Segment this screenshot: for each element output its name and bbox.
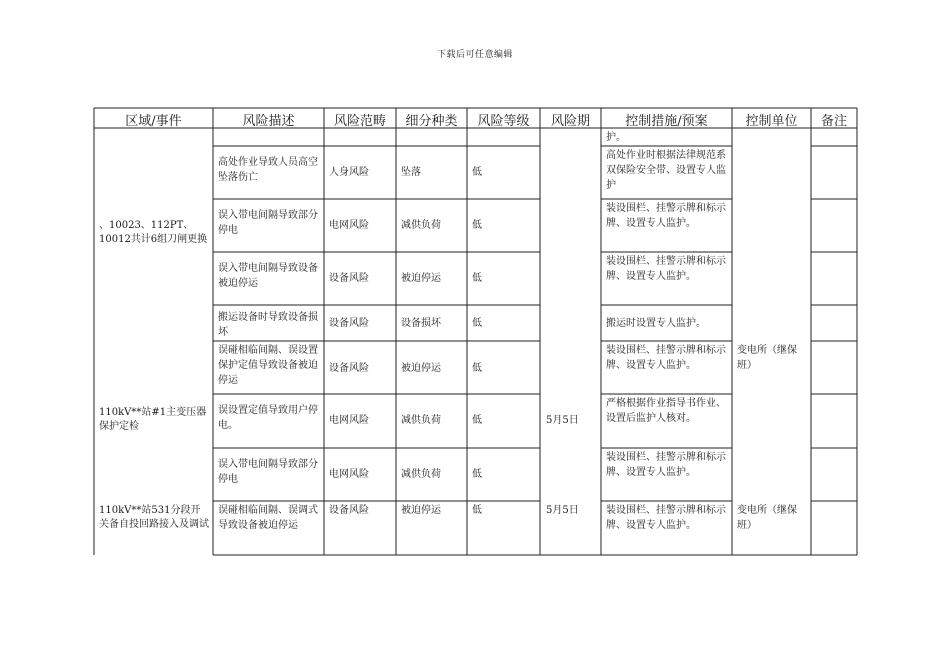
col-header-region: 区域/事件 xyxy=(125,114,182,129)
category-cell: 电网风险 xyxy=(329,415,369,426)
desc-cell: 误入带电间隔导致部分停电 xyxy=(218,210,318,236)
category-cell: 电网风险 xyxy=(329,220,369,231)
col-header-measure: 控制措施/预案 xyxy=(625,114,708,129)
desc-cell: 搬运设备时导致设备损坏 xyxy=(218,312,318,338)
measure-cell: 装设围栏、挂警示牌和标示牌、设置专人监护。 xyxy=(606,256,726,282)
level-cell: 低 xyxy=(472,415,482,426)
type-cell: 减供负荷 xyxy=(401,415,441,426)
col-header-level: 风险等级 xyxy=(477,114,530,129)
col-header-unit: 控制单位 xyxy=(745,114,798,129)
measure-cell: 装设围栏、挂警示牌和标示牌、设置专人监护。 xyxy=(606,452,726,478)
type-cell: 设备损坏 xyxy=(401,318,441,329)
measure-cell: 高处作业时根据法律规范系双保险安全带、设置专人监护 xyxy=(606,150,726,191)
desc-cell: 误碰相临间隔、误调式导致设备被迫停运 xyxy=(218,505,318,531)
desc-cell: 高处作业导致人员高空坠落伤亡 xyxy=(218,157,318,183)
desc-cell: 误入带电间隔导致设备被迫停运 xyxy=(218,263,318,289)
level-cell: 低 xyxy=(472,363,482,374)
desc-cell: 误设置定值导致用户停电。 xyxy=(218,405,318,431)
type-cell: 减供负荷 xyxy=(401,469,441,480)
category-cell: 设备风险 xyxy=(329,363,369,374)
desc-cell: 误碰相临间隔、误设置保护定值导致设备被迫停运 xyxy=(218,345,318,386)
measure-cell: 严格根据作业指导书作业、设置后监护人核对。 xyxy=(606,398,726,424)
col-header-category: 风险范畴 xyxy=(333,114,386,129)
category-cell: 人身风险 xyxy=(329,167,369,178)
col-header-desc: 风险描述 xyxy=(242,114,295,129)
measure-cell: 搬运时设置专人监护。 xyxy=(606,318,706,329)
measure-cell: 装设围栏、挂警示牌和标示牌、设置专人监护。 xyxy=(606,505,726,531)
category-cell: 设备风险 xyxy=(329,318,369,329)
category-cell: 设备风险 xyxy=(329,273,369,284)
type-cell: 被迫停运 xyxy=(401,273,441,284)
region-cell: 110kV**站#1主变压器保护定检 xyxy=(99,407,207,432)
category-cell: 设备风险 xyxy=(329,505,369,516)
type-cell: 减供负荷 xyxy=(401,220,441,231)
period-cell: 5月5日 xyxy=(546,505,579,516)
period-cell: 5月5日 xyxy=(546,415,579,426)
region-cell: 110kV**站531分段开关备自投回路接入及调试 xyxy=(99,505,209,530)
col-header-remarks: 备注 xyxy=(820,114,847,129)
level-cell: 低 xyxy=(472,318,482,329)
unit-cell: 变电所（继保班） xyxy=(737,505,797,531)
col-header-period: 风险期 xyxy=(550,114,590,129)
region-cell: 、10023、112PT、10012共计6组刀闸更换 xyxy=(99,220,208,245)
measure-cell: 装设围栏、挂警示牌和标示牌、设置专人监护。 xyxy=(606,345,726,371)
measure-cell: 护。 xyxy=(606,132,626,143)
level-cell: 低 xyxy=(472,273,482,284)
col-header-type: 细分种类 xyxy=(405,114,458,129)
category-cell: 电网风险 xyxy=(329,469,369,480)
level-cell: 低 xyxy=(472,505,482,516)
type-cell: 被迫停运 xyxy=(401,505,441,516)
unit-cell: 变电所（继保班） xyxy=(737,345,797,371)
measure-cell: 装设围栏、挂警示牌和标示牌、设置专人监护。 xyxy=(606,203,726,229)
type-cell: 被迫停运 xyxy=(401,363,441,374)
type-cell: 坠落 xyxy=(401,167,421,178)
header-note: 下载后可任意编辑 xyxy=(436,50,513,60)
level-cell: 低 xyxy=(472,167,482,178)
desc-cell: 误入带电间隔导致部分停电 xyxy=(218,459,318,485)
level-cell: 低 xyxy=(472,220,482,231)
level-cell: 低 xyxy=(472,469,482,480)
